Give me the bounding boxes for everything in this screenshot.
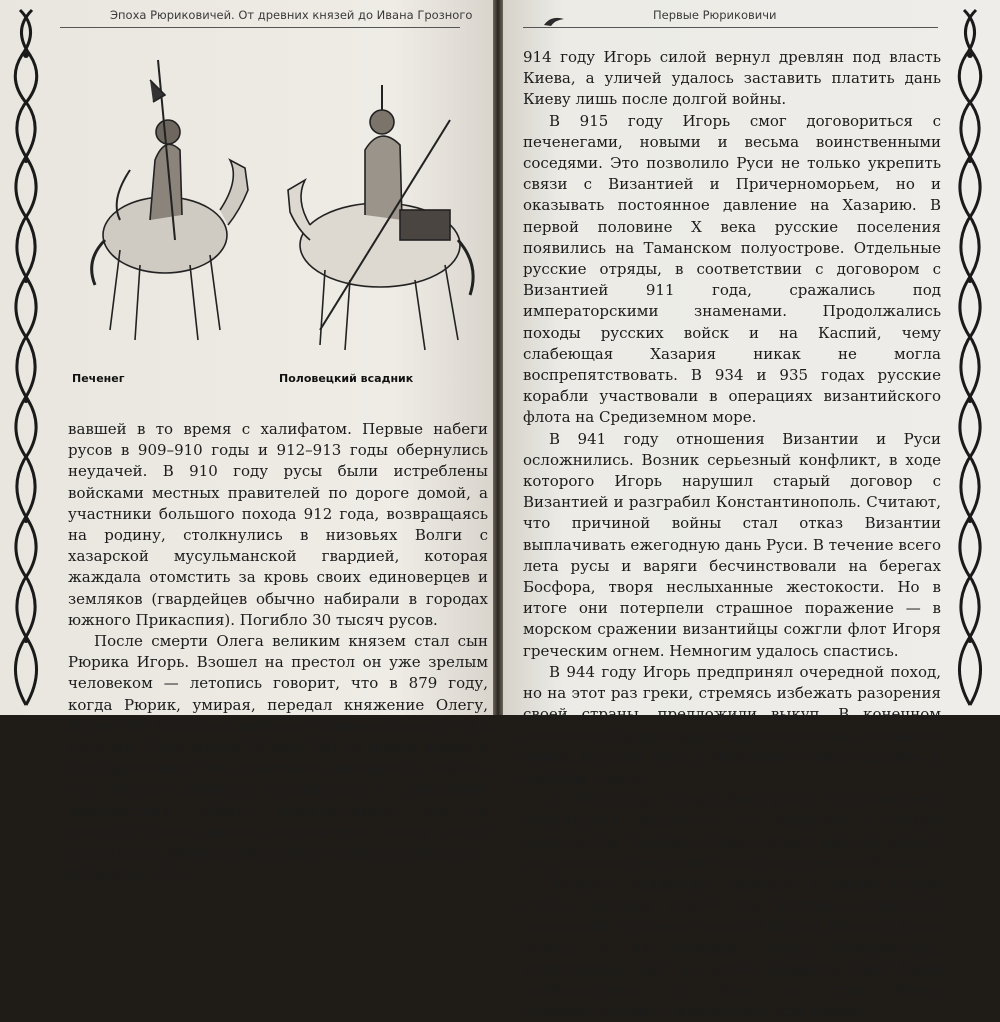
left-page <box>0 0 493 884</box>
right-page <box>503 0 1000 1021</box>
left-head-rule <box>60 27 460 28</box>
caption-pecheneg: Печенег <box>72 372 125 385</box>
right-body-text <box>523 47 941 1022</box>
paragraph: В 915 году Игорь смог договориться с печенегами, новыми и весьма воинственными соседями. Это позволило Руси не только укрепить связи с Византией и Причерноморьем, но и оказывать постоянное давление на Хазарию. В первой половине X века русские поселения появились на Таманском полуострове. Отдельные русские отряды, в соответствии с договором с Византией 911 года, сражались под императорскими знаменами. Продолжались походы русских войск и на Каспий, чему слабеющая Хазария никак не могла воспрепятствовать. В 934 и 935 годах русские корабли участвовали в операциях византийского флота на Средиземном море. <box>523 111 941 427</box>
bird-ornament-icon <box>543 12 565 31</box>
polovtsian-horseman-drawing <box>288 85 473 350</box>
horsemen-illustration <box>70 40 490 360</box>
right-ornamental-border <box>948 0 994 715</box>
left-body-text <box>68 419 488 885</box>
paragraph: вавшей в то время с халифатом. Первые набеги русов в 909–910 годы и 912–913 годы обернулись неудачей. В 910 году русы были истреблены войсками местных правителей по дороге домой, а участники большого похода 912 года, возвращаясь на родину, столкнулись в низовьях Волги с хазарской мусульманской гвардией, которая жаждала отомстить за кровь своих единоверцев и земляков (гвардейцев обычно набирали в городах южного Прикаспия). Погибло 30 тысяч русов. <box>68 420 488 629</box>
paragraph: Великое княжение перешло к вдове Игоря Ольге. Первым делом она жестоко отомстила древлянам за своего мужа. Поселы древлян были убиты, а их столица, город Искоростень, уничтожена. Тем не менее размеры дани были пересмотрены, а сбор ее стал более упорядоченным — фактически она превра- <box>523 874 941 1021</box>
left-running-head: Эпоха Рюриковичей. От древних князей до Ивана Грозного <box>110 8 473 22</box>
paragraph: В 944 году Игорь предпринял очередной поход, но на этот раз греки, стремясь избежать разорения своей страны, предложили выкуп. В конечном счете после длительных переговоров был заключен новый договор Руси и Византии о мире, дружбе и военном союзе. <box>523 662 941 787</box>
right-running-head: Первые Рюриковичи <box>653 8 777 22</box>
paragraph: В 941 году отношения Византии и Руси осложнились. Возник серьезный конфликт, в ходе которого Игорь нарушил старый договор с Византией и разграбил Константинополь. Считают, что причиной войны стал отказ Византии выплачивать ежегодную дань Руси. В течение всего лета русы и варяги бесчинствовали на берегах Босфора, творя неслыханные жестокости. Но в итоге они потерпели страшное поражение — в морском сражении византийцы сожгли флот Игоря греческим огнем. Немногим удалось спастись. <box>523 429 941 660</box>
paragraph: После смерти Олега великим князем стал сын Рюрика Игорь. Взошел на престол он уже зрелым человеком — летопись говорит, что в 879 году, когда Рюрик, умирая, передал княжение Олегу, Игорь «бе бо детеск вельми», следовательно, в 912 году ему было около 35 лет. Мы не много знаем о его правлении. Это умолчание наводит на мысль, что Игорю довелось столкнуться с немалыми трудностями. Можно предположить, что со смертью Олега многие подвластные Киеву земли попытались вернуть себе былую самостоятельность. Известно, что <box>68 632 488 884</box>
left-ornamental-border <box>2 0 48 715</box>
caption-polovtsian-horseman: Половецкий всадник <box>279 372 414 385</box>
paragraph: 914 году Игорь силой вернул древлян под власть Киева, а уличей удалось заставить платить дань Киеву лишь после долгой войны. <box>523 48 941 109</box>
paragraph: В 945 году Игорь был убит. Погубила его непомерная жадность: он вернулся в землю непокорных древлян, чтобы собрать дань во второй раз, и они не стерпели такого нарушения обычаев. <box>523 790 941 872</box>
book-gutter <box>493 0 503 715</box>
pecheneg-horseman-drawing <box>92 60 248 340</box>
right-head-rule <box>523 27 938 28</box>
